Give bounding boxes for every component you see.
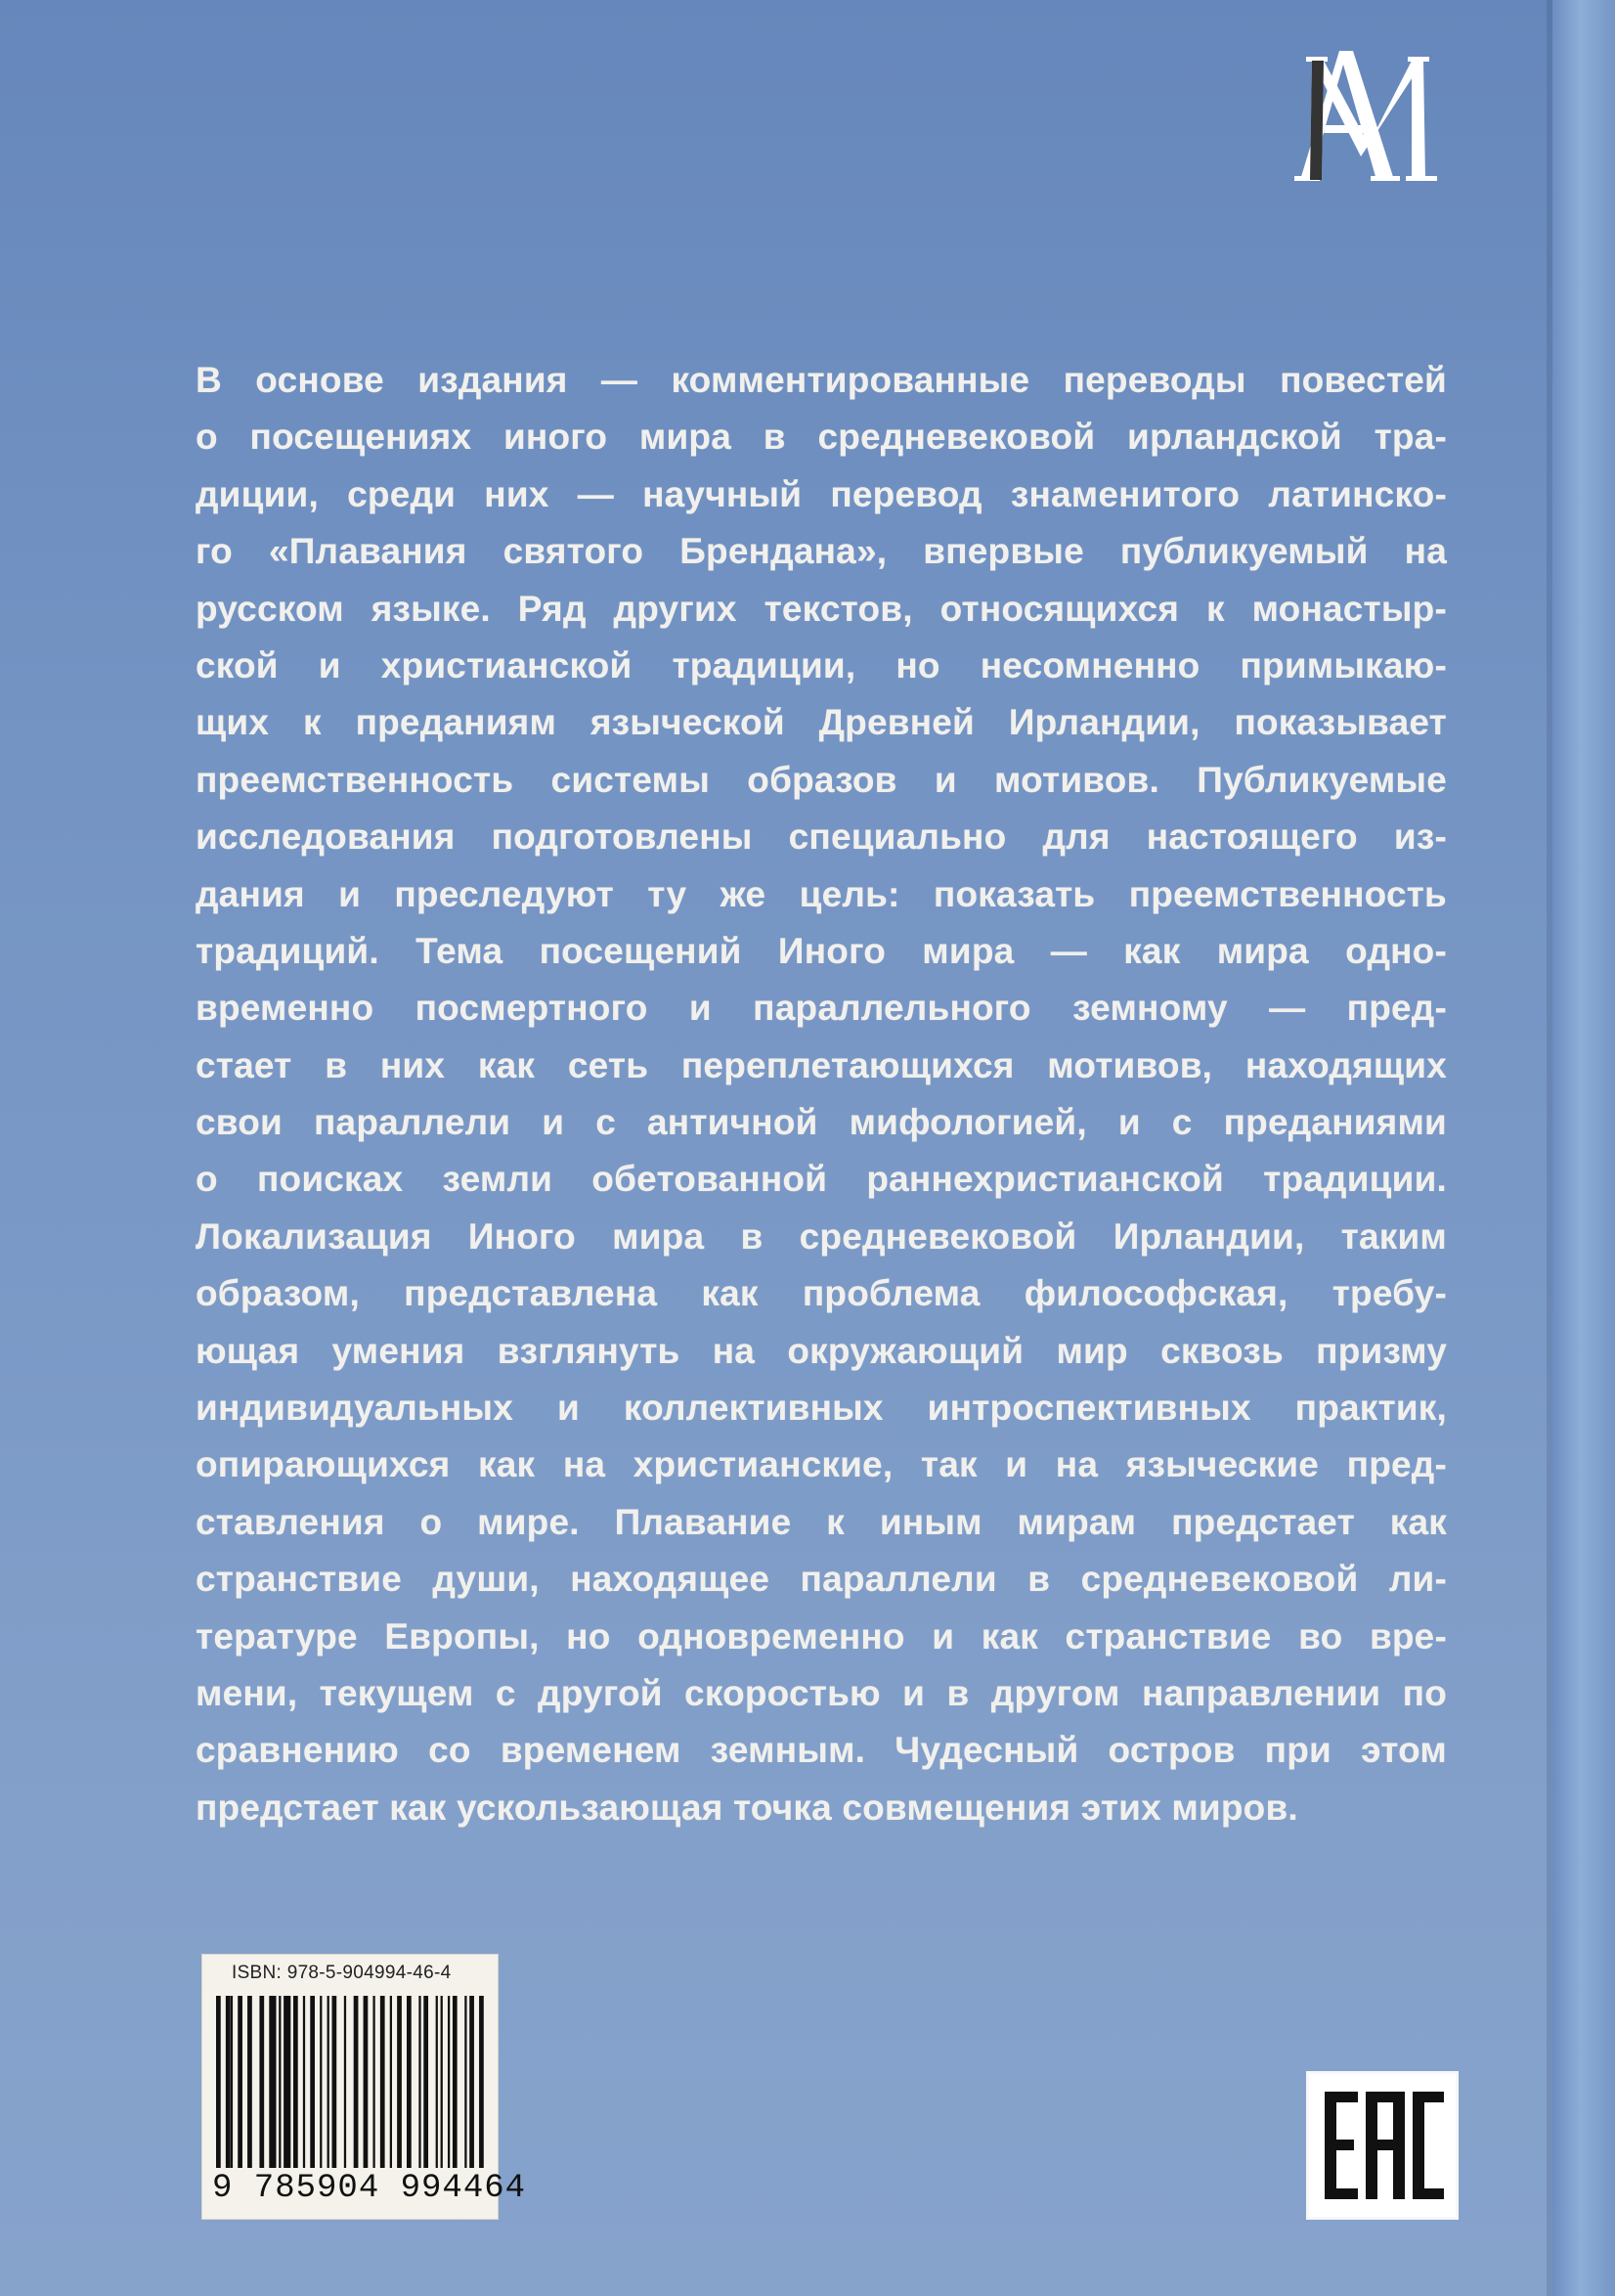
blurb-line: В основе издания — комментированные переводы повестей [196, 360, 1447, 400]
blurb-line: тературе Европы, но одновременно и как странствие во вре- [196, 1615, 1447, 1656]
barcode-bar [226, 1996, 231, 2168]
barcode-bar [390, 1996, 392, 2168]
barcode-bar [418, 1996, 420, 2168]
isbn-barcode-label [201, 1954, 527, 2220]
barcode-number: 9 785904 994464 [212, 2170, 527, 2207]
barcode-bar [238, 1996, 242, 2168]
barcode-bar [354, 1996, 359, 2168]
barcode-bar [448, 1996, 450, 2168]
barcode-bar [279, 1996, 281, 2168]
blurb-line: ставления о мире. Плавание к иным мирам предстает как [196, 1501, 1447, 1542]
blurb-line: стает в них как сеть переплетающихся мотивов, находящих [196, 1044, 1447, 1085]
book-spine-edge [1552, 0, 1615, 2296]
blurb-line: диции, среди них — научный перевод знаменитого латинско- [196, 473, 1447, 514]
blurb-line: исследования подготовлены специально для настоящего из- [196, 817, 1447, 858]
barcode-bar [464, 1996, 466, 2168]
blurb-line: го «Плавания святого Брендана», впервые публикуемый на [196, 531, 1447, 572]
barcode-bar [436, 1996, 438, 2168]
barcode-bar [423, 1996, 428, 2168]
barcode-bar [397, 1996, 402, 2168]
barcode-bar [284, 1996, 290, 2168]
barcode-bar [453, 1996, 458, 2168]
blurb-line: щих к преданиям языческой Древней Ирландии, показывает [196, 702, 1447, 743]
cover-blurb-text [196, 352, 1447, 1836]
blurb-line: временно посмертного и параллельного земному — пред- [196, 988, 1447, 1029]
blurb-line: опирающихся как на христианские, так и на языческие пред- [196, 1444, 1447, 1485]
blurb-line: предстает как ускользающая точка совмещения этих миров. [196, 1787, 1298, 1828]
barcode-bar [216, 1996, 221, 2168]
barcode-bar [331, 1996, 336, 2168]
blurb-line: русском языке. Ряд других текстов, относящихся к монастыр- [196, 588, 1447, 629]
blurb-line: ющая умения взглянуть на окружающий мир сквозь призму [196, 1330, 1447, 1371]
barcode-bar [469, 1996, 474, 2168]
barcode-bar [269, 1996, 276, 2168]
barcode-bar [293, 1996, 298, 2168]
blurb-line: индивидуальных и коллективных интроспективных практик, [196, 1388, 1447, 1429]
publisher-monogram-logo-icon [1292, 43, 1439, 186]
isbn-text: ISBN: 978-5-904994-46-4 [232, 1963, 452, 1983]
barcode-bar [231, 1996, 233, 2168]
blurb-line: сравнению со временем земным. Чудесный остров при этом [196, 1730, 1447, 1771]
eac-conformity-mark-icon [1306, 2071, 1459, 2220]
barcode-bar [327, 1996, 329, 2168]
barcode-bar [380, 1996, 385, 2168]
barcode-bar [303, 1996, 305, 2168]
blurb-line: о посещениях иного мира в средневековой ирландской тра- [196, 417, 1447, 458]
barcode-bar [441, 1996, 443, 2168]
blurb-line: образом, представлена как проблема философская, требу- [196, 1273, 1447, 1314]
barcode-bar [310, 1996, 315, 2168]
blurb-line: ской и христианской традиции, но несомненно примыкаю- [196, 644, 1447, 685]
barcode-bar [320, 1996, 322, 2168]
blurb-line: дания и преследуют ту же цель: показать преемственность [196, 873, 1447, 914]
barcode-bar [259, 1996, 264, 2168]
blurb-line: традиций. Тема посещений Иного мира — как мира одно- [196, 930, 1447, 971]
barcode-bar [372, 1996, 374, 2168]
barcode-bar [407, 1996, 412, 2168]
blurb-line: о поисках земли обетованной раннехристианской традиции. [196, 1159, 1447, 1200]
blurb-line: Локализация Иного мира в средневековой Ирландии, таким [196, 1215, 1447, 1257]
blurb-line: странствие души, находящее параллели в средневековой ли- [196, 1559, 1447, 1600]
barcode-bar [344, 1996, 346, 2168]
blurb-line: мени, текущем с другой скоростью и в другом направлении по [196, 1672, 1447, 1713]
blurb-line: свои параллели и с античной мифологией, и с преданиями [196, 1102, 1447, 1143]
barcode-bars [212, 1996, 488, 2168]
barcode-bar [364, 1996, 369, 2168]
barcode-bar [247, 1996, 252, 2168]
barcode-bar [479, 1996, 484, 2168]
blurb-line: преемственность системы образов и мотивов. Публикуемые [196, 759, 1447, 800]
